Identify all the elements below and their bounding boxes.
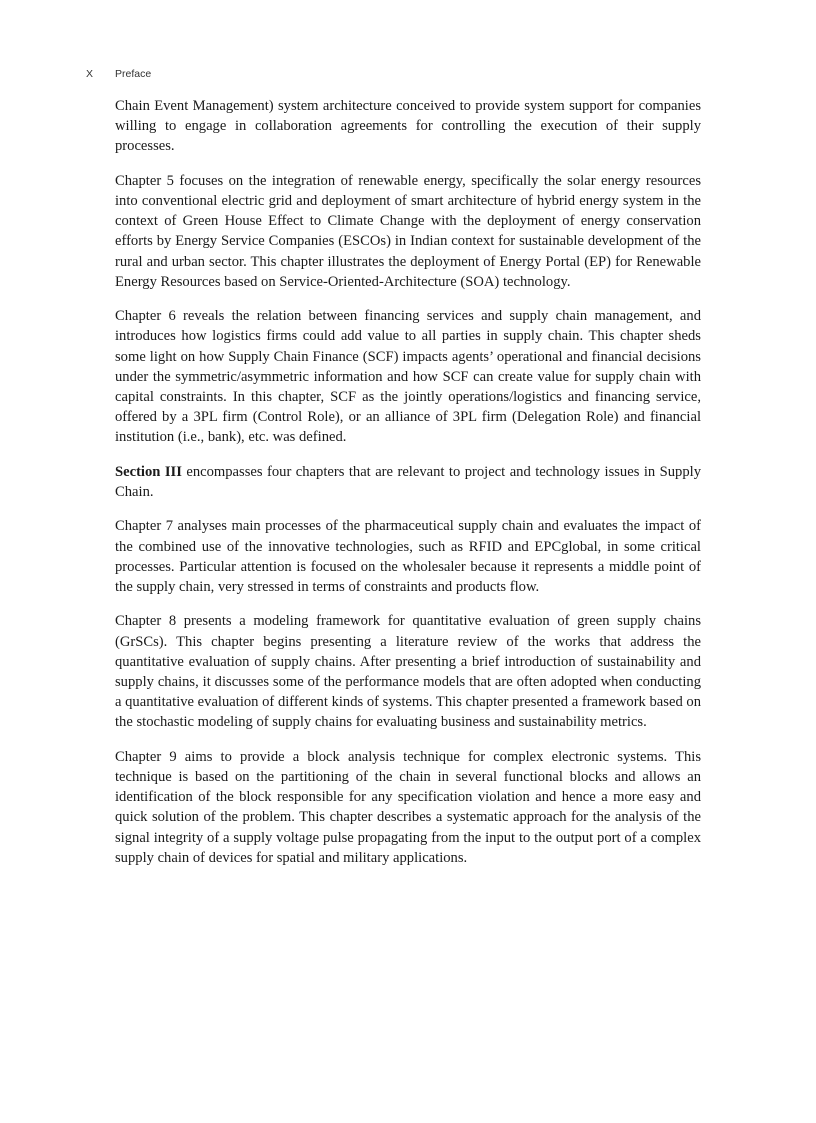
paragraph-text: Chain Event Management) system architecture conceived to provide system support for companies willing to engage in collaboration agreements for controlling the execution of their supply processes. (115, 98, 701, 155)
paragraph-text: Chapter 9 aims to provide a block analysis technique for complex electronic systems. This technique is based on the partitioning of the chain in several functional blocks and allows an identification of the block responsible for any specification violation and hence a more easy and quick solution of the problem. This chapter describes a systematic approach for the analysis of the signal integrity of a supply voltage pulse propagating from the input to the output port of a complex supply chain of devices for spatial and military applications. (115, 748, 701, 866)
paragraph-chapter-7 (115, 516, 701, 597)
paragraph-text: Chapter 8 presents a modeling framework for quantitative evaluation of green supply chains (GrSCs). This chapter begins presenting a literature review of the works that address the quantitative evaluation of supply chains. After presenting a brief introduction of sustainability and supply chains, it discusses some of the performance models that are often adopted when conducting a quantitative evaluation of different kinds of systems. This chapter presented a framework based on the stochastic modeling of supply chains for evaluating business and sustainability metrics. (115, 613, 701, 731)
body-text (115, 96, 701, 882)
running-title: Preface (115, 68, 152, 80)
paragraph-text: Chapter 7 analyses main processes of the pharmaceutical supply chain and evaluates the impact of the combined use of the innovative technologies, such as RFID and EPCglobal, in some critical processes. Particular attention is focused on the wholesaler because it represents a middle point of the supply chain, very stressed in terms of constraints and products flow. (115, 518, 701, 596)
section-heading-inline: Section III (115, 463, 182, 480)
page-number: X (86, 68, 94, 80)
paragraph-section-3 (115, 462, 701, 502)
paragraph-chapter-5 (115, 171, 701, 292)
paragraph-text: Chapter 6 reveals the relation between financing services and supply chain management, and introduces how logistics firms could add value to all parties in supply chain. This chapter sheds some light on how Supply Chain Finance (SCF) impacts agents’ operational and financial decisions under the symmetric/asymmetric information and how SCF can create value for supply chain with capital constraints. In this chapter, SCF as the jointly operations/logistics and financing service, offered by a 3PL firm (Control Role), or an alliance of 3PL firm (Delegation Role) and financial institution (i.e., bank), etc. was defined. (115, 308, 701, 446)
paragraph-chapter-9 (115, 747, 701, 868)
paragraph-chapter-6 (115, 306, 701, 447)
paragraph-cem-continuation (115, 96, 701, 157)
paragraph-chapter-8 (115, 611, 701, 732)
paragraph-text: Chapter 5 focuses on the integration of renewable energy, specifically the solar energy resources into conventional electric grid and deployment of smart architecture of hybrid energy system in the context of Green House Effect to Climate Change with the deployment of energy conservation efforts by Energy Service Companies (ESCOs) in Indian context for sustainable development of the rural and urban sector. This chapter illustrates the deployment of Energy Portal (EP) for Renewable Energy Resources based on Service-Oriented-Architecture (SOA) technology. (115, 172, 701, 290)
paragraph-text: encompasses four chapters that are relevant to project and technology issues in Supply Chain. (115, 463, 702, 501)
running-header (86, 68, 151, 80)
